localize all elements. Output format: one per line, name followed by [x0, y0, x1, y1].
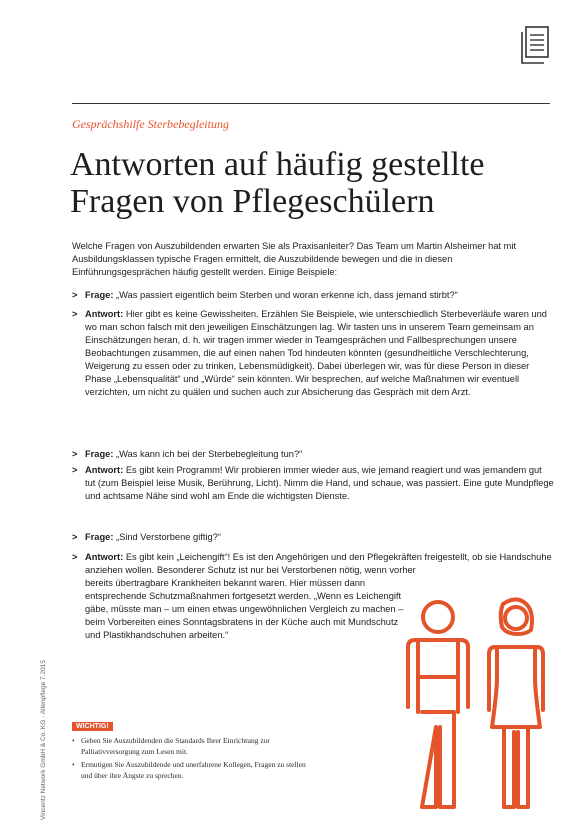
woman-figure-icon [489, 599, 543, 807]
question-text: „Was passiert eigentlich beim Sterben und woran erkenne ich, dass jemand stirbt?“ [116, 290, 458, 300]
illustration [400, 592, 550, 817]
title-line-2: Fragen von Pflegeschülern [70, 183, 435, 220]
question-label: Frage: [85, 449, 114, 459]
answer-text: Es gibt kein Programm! Wir probieren immer wieder aus, wie jemand reagiert und was jemandem gut tut (zum Beispiel leise Musik, Berührung, Licht). Nimm die Hand, und schaue, was passiert. Eine gute Mundpflege und achtsame Nähe sind wohl am Ende die wichtigsten Dienste. [85, 465, 554, 501]
question-text: „Sind Verstorbene giftig?“ [116, 532, 221, 542]
wichtig-badge: WICHTIG! [72, 722, 113, 731]
man-figure-icon [408, 602, 468, 807]
document-icon [520, 25, 550, 65]
answer-text-continued: bereits übertragbare Krankheiten bekannt waren. Hier müssen dann entsprechende Schutzmaßnahmen fortgesetzt werden. „Wenn es Leichengift gäbe, müsste man – um einen etwas ungewöhnlichen Vergleich zu machen – beim Vorbereiten eines Sonntagsbratens in der Küche auch mit Mundschutz und Plastikhandschuhen arbeiten.“ [85, 578, 404, 640]
intro-paragraph: Welche Fragen von Auszubildenden erwarten Sie als Praxisanleiter? Das Team um Martin Alsheimer hat mit Ausbildungsklassen typische Fragen ermittelt, die Auszubildende bewegen und die in diesen Einführungsgesprächen häufig gestellt werden. Einige Beispiele: [72, 241, 517, 277]
answer-text: Es gibt kein „Leichengift“! Es ist den Angehörigen und den Pflegekräften freigestellt, ob sie Handschuhe anziehen wollen. Besonderer Schutz ist nur bei Verstorbenen nötig, wenn vorher [85, 552, 552, 575]
wichtig-list [72, 736, 312, 784]
marker: > [72, 309, 78, 319]
marker: > [72, 532, 78, 542]
marker: > [72, 465, 78, 475]
question-3 [72, 531, 554, 544]
answer-2 [72, 464, 554, 503]
list-item: • Geben Sie Auszubildenden die Standards Ihrer Einrichtung zur Palliativversorgung zum Lesen mit. [72, 736, 312, 757]
answer-label: Antwort: [85, 309, 124, 319]
copyright-side-note: Vincentz Network GmbH & Co. KG · Altenpflege 7.2015 [40, 660, 47, 820]
kicker: Gesprächshilfe Sterbebegleitung [72, 117, 229, 131]
question-label: Frage: [85, 532, 114, 542]
page-title [70, 146, 484, 220]
marker: > [72, 290, 78, 300]
marker: > [72, 552, 78, 562]
title-line-1: Antworten auf häufig gestellte [70, 146, 485, 183]
marker: > [72, 449, 78, 459]
list-item: • Ermutigen Sie Auszubildende und unerfahrene Kollegen, Fragen zu stellen und über ihre Ängste zu sprechen. [72, 760, 312, 781]
answer-label: Antwort: [85, 552, 124, 562]
top-rule [72, 103, 550, 104]
question-label: Frage: [85, 290, 114, 300]
answer-text: Hier gibt es keine Gewissheiten. Erzählen Sie Beispiele, wie unterschiedlich Sterbeverläufe waren und wo man schon falsch mit den jeweiligen Einschätzungen lag. Wir tasten uns in unserem Team gemeinsam an Einschätzungen heran, d. h. wir tragen immer wieder in Teamgesprächen und Fallbesprechungen unsere Beobachtungen zusammen, die auf einen nahen Tod hindeuten könnten (gesundheitliche Verschlechterung, Weigerung zu essen oder zu trinken, Lebensmüdigkeit). Dabei überlegen wir, was für diese Person in dieser Phase „Lebensqualität“ und „Würde“ sein könnten. Wir besprechen, auf welche Maßnahmen wir eventuell verzichten, um nicht zu quälen und suchen auch zur Absicherung das Gespräch mit dem Arzt. [85, 309, 547, 397]
answer-label: Antwort: [85, 465, 124, 475]
answer-1 [72, 308, 554, 399]
question-1 [72, 289, 554, 302]
question-2 [72, 448, 554, 461]
question-text: „Was kann ich bei der Sterbebegleitung tun?“ [116, 449, 303, 459]
